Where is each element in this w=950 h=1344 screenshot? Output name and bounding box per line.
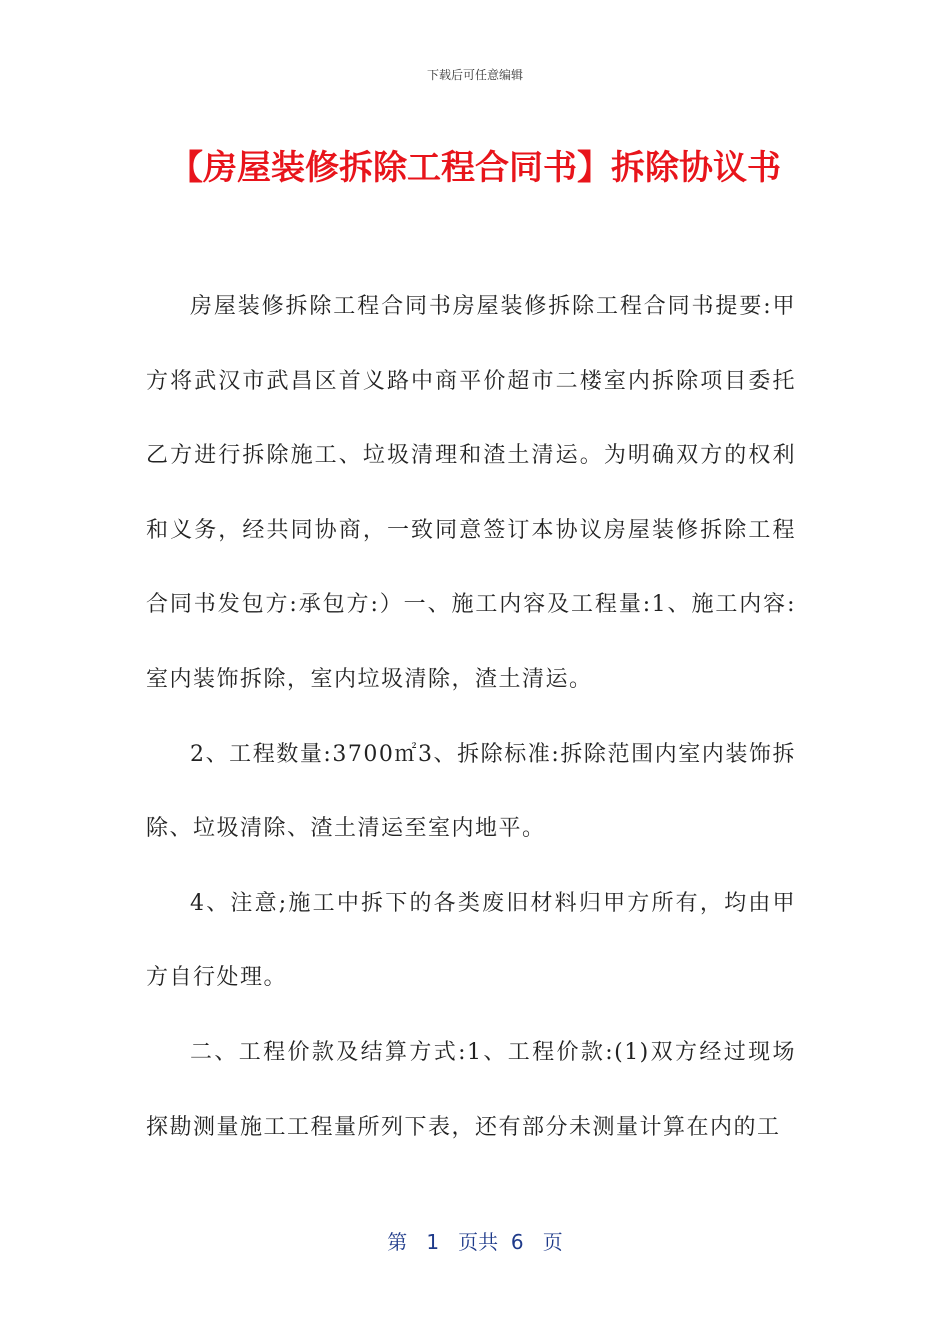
document-body xyxy=(146,270,796,1165)
paragraph: 二、工程价款及结算方式:1、工程价款:(1)双方经过现场探勘测量施工工程量所列下表，还有部分未测量计算在内的工 xyxy=(146,1039,796,1140)
paragraph: 4、注意;施工中拆下的各类废旧材料归甲方所有，均由甲方自行处理。 xyxy=(146,890,796,991)
footer-mid: 页共 xyxy=(458,1230,499,1254)
page-footer xyxy=(0,1226,950,1255)
footer-total-pages: 6 xyxy=(510,1230,524,1254)
footer-page-number: 1 xyxy=(426,1230,440,1254)
paragraph: 房屋装修拆除工程合同书房屋装修拆除工程合同书提要:甲方将武汉市武昌区首义路中商平价超市二楼室内拆除项目委托乙方进行拆除施工、垃圾清理和渣土清运。为明确双方的权利和义务，经共同协商，一致同意签订本协议房屋装修拆除工程合同书发包方:承包方:）一、施工内容及工程量:1、施工内容:室内装饰拆除，室内垃圾清除，渣土清运。 xyxy=(146,294,796,692)
paragraph: 2、工程数量:3700㎡3、拆除标准:拆除范围内室内装饰拆除、垃圾清除、渣土清运至室内地平。 xyxy=(146,741,796,842)
document-title: 【房屋装修拆除工程合同书】拆除协议书 xyxy=(169,148,781,188)
footer-prefix: 第 xyxy=(387,1230,408,1254)
footer-suffix: 页 xyxy=(542,1230,563,1254)
header-note: 下载后可任意编辑 xyxy=(426,68,523,82)
